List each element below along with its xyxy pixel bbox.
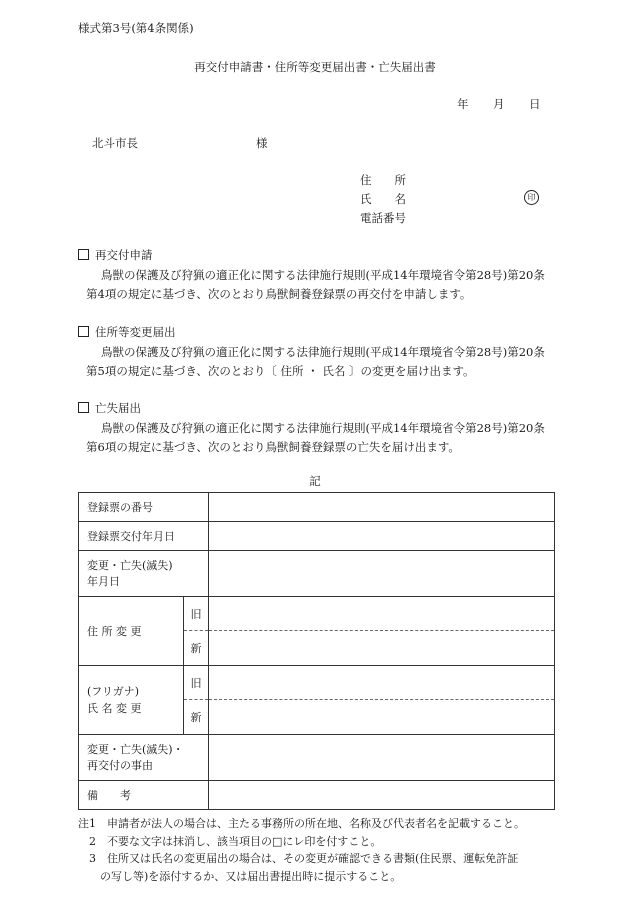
section-loss-body xyxy=(86,419,566,457)
table-row xyxy=(79,666,555,700)
note-2: 2 不要な文字は抹消し、該当項目の□にレ印を付すこと。 xyxy=(78,834,382,848)
registration-number-label: 登録票の番号 xyxy=(79,493,209,522)
address-change-line1: 鳥獣の保護及び狩猟の適正化に関する法律施行規則(平成14年環境省令第28号)第20条 xyxy=(101,345,545,359)
date-year: 年 xyxy=(457,97,469,111)
reissue-heading-text: 再交付申請 xyxy=(95,248,153,262)
seal-mark: 印 xyxy=(524,190,539,205)
name-change-label xyxy=(79,666,184,735)
remarks-field[interactable] xyxy=(209,781,555,810)
addressee-honorific: 様 xyxy=(256,136,268,150)
section-address-change-body xyxy=(86,343,566,381)
address-old-field[interactable] xyxy=(209,597,555,631)
form-number: 様式第3号(第4条関係) xyxy=(78,21,194,35)
table-row xyxy=(79,522,555,551)
date-month: 月 xyxy=(493,97,505,111)
change-date-label-line1: 変更・亡失(滅失) xyxy=(87,558,173,572)
address-change-line2: 第5項の規定に基づき、次のとおり〔 住所 ・ 氏名 〕の変更を届け出ます。 xyxy=(86,364,475,378)
loss-line2: 第6項の規定に基づき、次のとおり鳥獣飼養登録票の亡失を届け出ます。 xyxy=(86,440,460,454)
change-date-label xyxy=(79,551,209,597)
address-change-checkbox[interactable] xyxy=(78,326,89,337)
reason-field[interactable] xyxy=(209,735,555,781)
furigana-label: (フリガナ) xyxy=(87,685,140,698)
name-new-label: 新 xyxy=(184,700,209,735)
document-title: 再交付申請書・住所等変更届出書・亡失届出書 xyxy=(194,60,436,74)
note-3a: 3 住所又は氏名の変更届出の場合は、その変更が確認できる書類(住民票、運転免許証 xyxy=(78,852,519,865)
issue-date-field[interactable] xyxy=(209,522,555,551)
address-old-label: 旧 xyxy=(184,597,209,631)
table-row xyxy=(79,735,555,781)
loss-checkbox[interactable] xyxy=(78,402,89,413)
table-row xyxy=(79,551,555,597)
remarks-label: 備 考 xyxy=(79,781,209,810)
address-label: 住 所 xyxy=(360,173,406,187)
change-date-label-line2: 年月日 xyxy=(87,574,120,588)
table-row xyxy=(79,493,555,522)
table-row xyxy=(79,781,555,810)
table-row xyxy=(79,597,555,631)
name-old-field[interactable] xyxy=(209,666,555,700)
issue-date-label: 登録票交付年月日 xyxy=(79,522,209,551)
reissue-line1: 鳥獣の保護及び狩猟の適正化に関する法律施行規則(平成14年環境省令第28号)第20条 xyxy=(101,268,545,282)
note-1: 注1 申請者が法人の場合は、主たる事務所の所在地、名称及び代表者名を記載すること。 xyxy=(78,817,525,830)
reissue-checkbox[interactable] xyxy=(78,249,89,260)
notes xyxy=(78,815,558,885)
name-old-label: 旧 xyxy=(184,666,209,700)
name-label: 氏 名 xyxy=(360,192,406,206)
change-date-field[interactable] xyxy=(209,551,555,597)
phone-label: 電話番号 xyxy=(360,211,406,225)
reissue-line2: 第4項の規定に基づき、次のとおり鳥獣飼養登録票の再交付を申請します。 xyxy=(86,287,472,301)
section-reissue-body xyxy=(86,266,566,304)
address-change-heading-text: 住所等変更届出 xyxy=(95,325,176,339)
reason-label-line1: 変更・亡失(滅失)・ xyxy=(87,742,184,756)
loss-line1: 鳥獣の保護及び狩猟の適正化に関する法律施行規則(平成14年環境省令第28号)第20条 xyxy=(101,421,545,435)
name-change-label-text: 氏 名 変 更 xyxy=(87,702,142,715)
section-address-change-heading xyxy=(78,324,176,340)
registration-number-field[interactable] xyxy=(209,493,555,522)
note-3b: の写し等)を添付するか、又は届出書提出時に提示すること。 xyxy=(78,869,402,883)
addressee-name: 北斗市長 xyxy=(92,136,138,150)
ki-heading: 記 xyxy=(309,474,321,488)
name-new-field[interactable] xyxy=(209,700,555,735)
loss-heading-text: 亡失届出 xyxy=(95,401,141,415)
section-loss-heading xyxy=(78,400,141,416)
reason-label xyxy=(79,735,209,781)
address-change-label: 住 所 変 更 xyxy=(79,597,184,666)
address-new-label: 新 xyxy=(184,631,209,666)
address-new-field[interactable] xyxy=(209,631,555,666)
reason-label-line2: 再交付の事由 xyxy=(87,758,153,772)
date-day: 日 xyxy=(529,97,541,111)
section-reissue-heading xyxy=(78,247,153,263)
details-table xyxy=(78,492,555,810)
